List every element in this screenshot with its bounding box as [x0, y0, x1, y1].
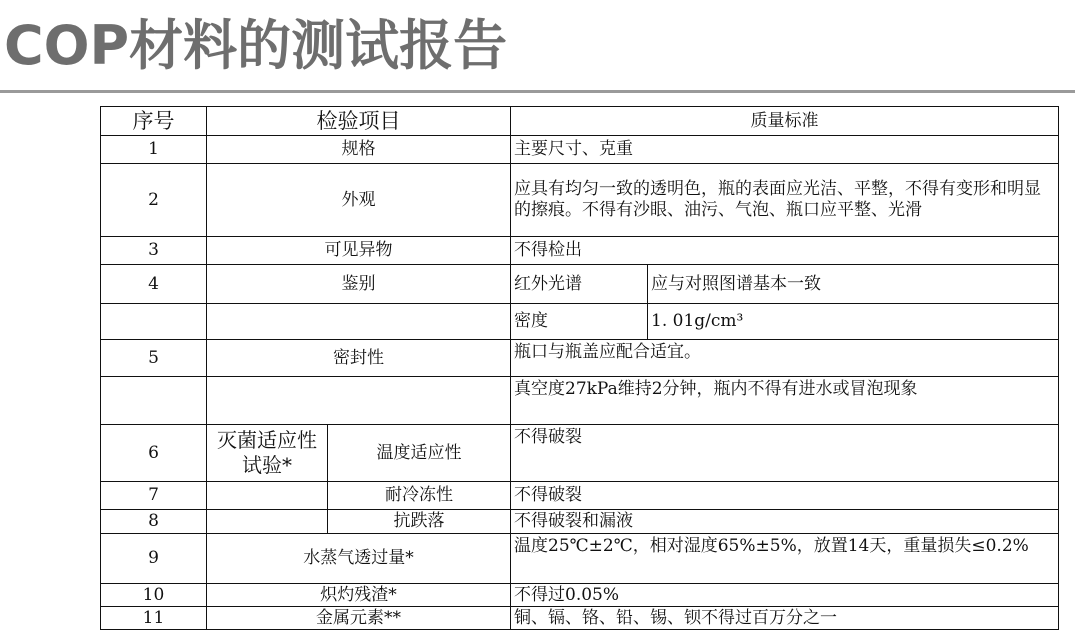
table-row	[101, 425, 1059, 482]
row-subitem: 抗跌落	[328, 510, 511, 534]
row-number: 3	[101, 237, 207, 265]
row-item-empty	[207, 304, 511, 340]
row-standard: 应具有均匀一致的透明色，瓶的表面应光洁、平整，不得有变形和明显的擦痕。不得有沙眼、油污、气泡、瓶口应平整、光滑	[511, 164, 1059, 237]
table-row	[101, 265, 1059, 304]
row-standard: 不得破裂	[511, 482, 1059, 510]
table-header-row	[101, 107, 1059, 136]
row-standard-label: 密度	[511, 304, 648, 340]
row-number: 10	[101, 584, 207, 607]
row-number: 1	[101, 136, 207, 164]
table-row	[101, 607, 1059, 630]
row-standard: 温度25℃±2℃，相对湿度65%±5%，放置14天，重量损失≤0.2%	[511, 534, 1059, 584]
row-item: 外观	[207, 164, 511, 237]
table-row	[101, 340, 1059, 377]
row-item: 金属元素**	[207, 607, 511, 630]
row-standard: 铜、镉、铬、铅、锡、钡不得过百万分之一	[511, 607, 1059, 630]
header-standard: 质量标准	[511, 107, 1059, 136]
table-row	[101, 237, 1059, 265]
row-item: 炽灼残渣*	[207, 584, 511, 607]
row-standard: 真空度27kPa维持2分钟，瓶内不得有进水或冒泡现象	[511, 377, 1059, 425]
row-item-empty	[207, 377, 511, 425]
header-item: 检验项目	[207, 107, 511, 136]
row-number: 4	[101, 265, 207, 304]
row-standard: 瓶口与瓶盖应配合适宜。	[511, 340, 1059, 377]
row-item-empty	[207, 510, 328, 534]
test-report-table	[100, 106, 1059, 630]
row-standard: 不得破裂和漏液	[511, 510, 1059, 534]
row-item: 鉴别	[207, 265, 511, 304]
row-number: 7	[101, 482, 207, 510]
table-row	[101, 534, 1059, 584]
row-number: 2	[101, 164, 207, 237]
row-number: 9	[101, 534, 207, 584]
row-standard-value: 应与对照图谱基本一致	[648, 265, 1059, 304]
row-standard-value: 1. 01g/cm³	[648, 304, 1059, 340]
row-subitem: 温度适应性	[328, 425, 511, 482]
row-standard: 不得破裂	[511, 425, 1059, 482]
row-standard: 不得检出	[511, 237, 1059, 265]
table-row	[101, 584, 1059, 607]
row-number: 6	[101, 425, 207, 482]
row-standard: 不得过0.05%	[511, 584, 1059, 607]
page-title: COP材料的测试报告	[4, 14, 508, 77]
table-row	[101, 482, 1059, 510]
table-row	[101, 164, 1059, 237]
row-number-empty	[101, 304, 207, 340]
row-standard-label: 红外光谱	[511, 265, 648, 304]
row-item: 可见异物	[207, 237, 511, 265]
row-item-empty	[207, 482, 328, 510]
table-row	[101, 304, 1059, 340]
row-standard: 主要尺寸、克重	[511, 136, 1059, 164]
row-item: 规格	[207, 136, 511, 164]
row-number: 8	[101, 510, 207, 534]
row-number: 11	[101, 607, 207, 630]
header-no: 序号	[101, 107, 207, 136]
row-item: 水蒸气透过量*	[207, 534, 511, 584]
table-row	[101, 136, 1059, 164]
table-row	[101, 510, 1059, 534]
row-subitem: 耐冷冻性	[328, 482, 511, 510]
row-number: 5	[101, 340, 207, 377]
row-item: 密封性	[207, 340, 511, 377]
title-divider	[0, 90, 1075, 93]
row-number-empty	[101, 377, 207, 425]
row-item: 灭菌适应性试验*	[207, 425, 328, 482]
table-row	[101, 377, 1059, 425]
